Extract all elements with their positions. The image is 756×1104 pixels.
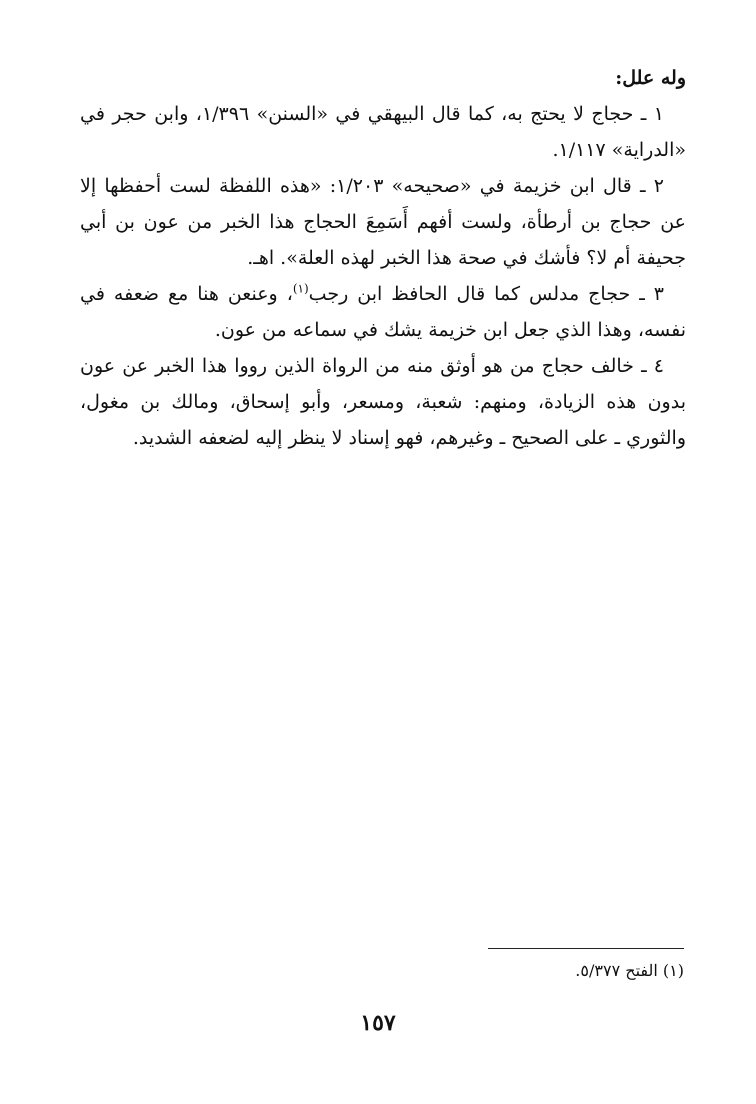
section-heading: وله علل:: [615, 67, 686, 89]
paragraph-2: ٢ ـ قال ابن خزيمة في «صحيحه» ١/٢٠٣: «هذه اللفظة لست أحفظها إلا عن حجاج بن أرطأة، ولست أفهم أَسَمِعَ الحجاج هذا الخبر من عون بن أبي جحيفة أم لا؟ فأشك في صحة هذا الخبر لهذه العلة». اهـ.: [80, 175, 686, 269]
main-text: [80, 60, 686, 456]
footnote-separator: [488, 948, 684, 949]
paragraph-3-text-before: ٣ ـ حجاج مدلس كما قال الحافظ ابن رجب: [308, 283, 664, 305]
page-number: ١٥٧: [360, 1010, 396, 1036]
footnote-reference-marker: (١): [292, 281, 309, 296]
paragraph-4: ٤ ـ خالف حجاج من هو أوثق منه من الرواة الذين رووا هذا الخبر عن عون بدون هذه الزيادة، ومنهم: شعبة، ومسعر، وأبو إسحاق، ومالك بن مغول، والثوري ـ على الصحيح ـ وغيرهم، فهو إسناد لا ينظر إليه لضعفه الشديد.: [80, 355, 686, 449]
footnote-number: (١): [662, 961, 684, 980]
footnote-text: الفتح ٥/٣٧٧.: [575, 961, 658, 980]
paragraph-1: ١ ـ حجاج لا يحتج به، كما قال البيهقي في «السنن» ١/٣٩٦، وابن حجر في «الدراية» ١/١١٧.: [80, 103, 686, 161]
footnote: [284, 958, 684, 984]
paragraph-3: [80, 276, 686, 348]
paragraph-3-text-after: ، وعنعن هنا مع ضعفه في نفسه، وهذا الذي جعل ابن خزيمة يشك في سماعه من عون.: [80, 283, 686, 341]
